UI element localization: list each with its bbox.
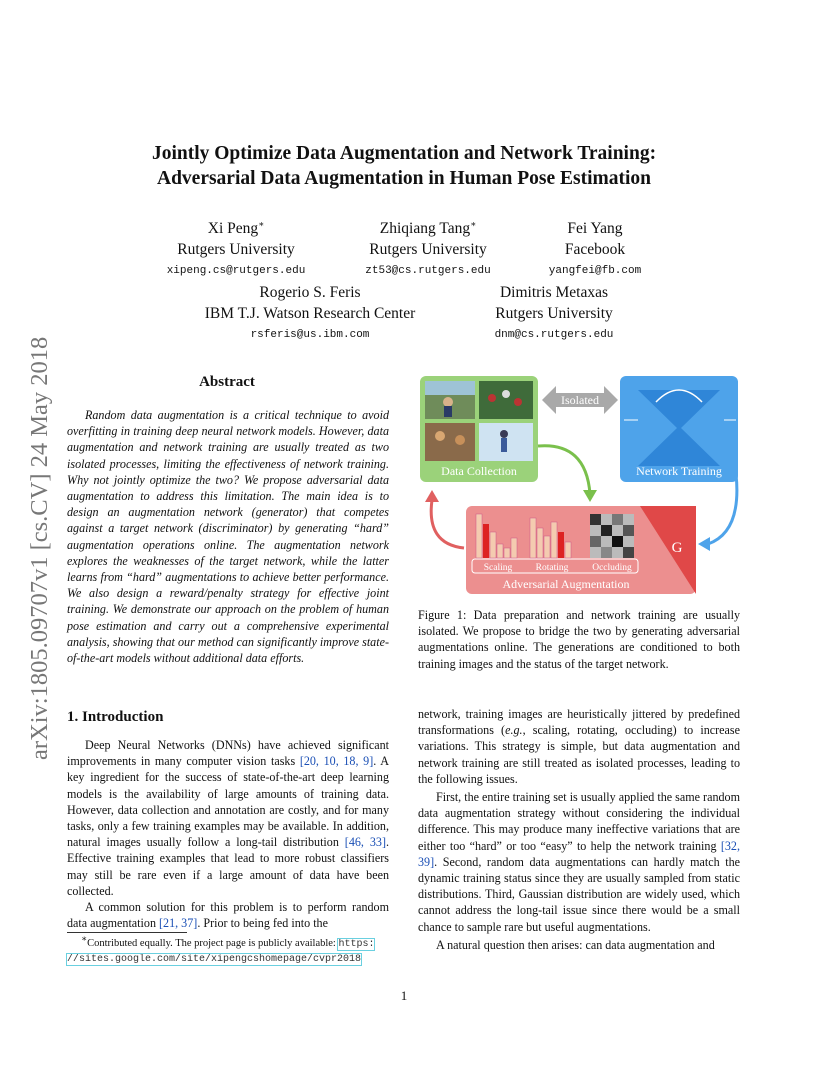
citation-link[interactable]: [20, 10, 18, 9] xyxy=(299,754,374,769)
generator-label: G xyxy=(671,540,683,556)
intro-paragraph-2 xyxy=(67,899,389,931)
author-name: Xi Peng xyxy=(207,220,259,237)
green-arrow xyxy=(538,446,590,494)
citation-link[interactable]: [46, 33] xyxy=(344,835,386,850)
author-affiliation: Rutgers University xyxy=(177,241,295,258)
isolated-label: Isolated xyxy=(561,393,599,407)
footnote-mark: ∗ xyxy=(81,933,88,944)
scaling-label: Scaling xyxy=(483,563,513,573)
occluding-grid xyxy=(590,514,634,558)
text-run: e.g. xyxy=(505,723,523,738)
intro-paragraph-3 xyxy=(418,706,740,787)
intro-paragraph-1 xyxy=(67,737,389,899)
author-name: Rogerio S. Feris xyxy=(259,284,361,301)
green-arrow-head xyxy=(583,490,597,502)
author-email[interactable]: zt53@cs.rutgers.edu xyxy=(365,265,491,277)
citation-link[interactable]: [21, 37] xyxy=(159,916,198,931)
title-line-1: Jointly Optimize Data Augmentation and Network Training: xyxy=(151,143,657,164)
text-run: A common solution for this problem is to perform random data augmentation xyxy=(67,900,389,931)
occluding-label: Occluding xyxy=(592,563,632,573)
author-name: Dimitris Metaxas xyxy=(499,284,609,301)
author-affiliation: IBM T.J. Watson Research Center xyxy=(204,305,416,322)
project-page-link[interactable]: https: xyxy=(338,939,375,950)
page-number: 1 xyxy=(400,988,408,1003)
footnote xyxy=(67,933,389,967)
figure-1-diagram xyxy=(418,372,744,598)
adversarial-label: Adversarial Augmentation xyxy=(502,577,630,591)
abstract-heading: Abstract xyxy=(199,374,255,390)
red-arrow xyxy=(431,500,464,548)
blue-arrow xyxy=(708,474,737,544)
text-run: . Second, random data augmentations can hardly match the dynamic training status since they are usually sampled from static distributions. Third, Gaussian distribution are widely used, which cannot address the long-tail issue since there would be a small chance to sample rare but useful augmentations. xyxy=(418,854,740,934)
figure-1-caption: Figure 1: Data preparation and network training are usually isolated. We propose to bridge the two by generating adversarial augmentations online. The generations are conditioned to both training images and the status of the target network. xyxy=(418,608,740,671)
author-name: Fei Yang xyxy=(567,220,623,237)
author-name: Zhiqiang Tang xyxy=(379,220,471,237)
equal-contribution-mark: ∗ xyxy=(258,218,265,229)
intro-right-column xyxy=(418,706,740,953)
footnote-text: Contributed equally. The project page is publicly available: xyxy=(87,938,339,949)
project-page-link[interactable]: //sites.google.com/site/xipengcshomepage/cvpr2018 xyxy=(67,954,362,965)
network-training-label: Network Training xyxy=(636,464,722,478)
equal-contribution-mark: ∗ xyxy=(470,218,477,229)
text-run: . A key ingredient for the success of state-of-the-art deep learning models is the availability of large amounts of training data. However, data collection and annotation are costly, and for many tasks, only a few training examples may be available. In addition, natural images usually follow a long-tail distribution xyxy=(67,754,389,850)
text-run: , scaling, rotating, occluding) to increase variations. This strategy is simple, but data augmentation and network training are still treated as isolated processes, leading to the following issues. xyxy=(418,723,740,786)
paper-title xyxy=(0,141,808,191)
author-email[interactable]: dnm@cs.rutgers.edu xyxy=(494,329,614,341)
author-affiliation: Facebook xyxy=(564,241,626,258)
author-block-5 xyxy=(454,282,654,344)
red-arrow-head xyxy=(425,490,439,502)
title-line-2: Adversarial Data Augmentation in Human Pose Estimation xyxy=(156,168,651,189)
author-affiliation: Rutgers University xyxy=(369,241,487,258)
text-run: . Prior to being fed into the xyxy=(197,916,328,931)
author-email[interactable]: xipeng.cs@rutgers.edu xyxy=(166,265,306,277)
author-affiliation: Rutgers University xyxy=(495,305,613,322)
section-heading-introduction: 1. Introduction xyxy=(67,709,164,725)
author-block-1 xyxy=(136,218,336,280)
author-block-3 xyxy=(520,218,670,280)
intro-left-column xyxy=(67,737,389,931)
author-email[interactable]: yangfei@fb.com xyxy=(548,265,642,277)
blue-arrow-head xyxy=(698,537,710,551)
text-run: network, training images are heuristically jittered by predefined transformations ( xyxy=(418,707,740,738)
intro-paragraph-5: A natural question then arises: can data augmentation and xyxy=(436,937,715,952)
text-run: First, the entire training set is usually applied the same random data augmentation strategy without considering the individual difference. This may produce many ineffective variations that are either too “hard” or too “easy” to help the network training xyxy=(418,790,740,853)
text-run: . Effective training examples that lead to more robust classifiers may still be rare even if a large amount of data have been collected. xyxy=(67,835,389,898)
author-email[interactable]: rsferis@us.ibm.com xyxy=(250,329,370,341)
data-collection-label: Data Collection xyxy=(441,464,517,478)
author-block-4 xyxy=(190,282,430,344)
intro-paragraph-4 xyxy=(418,789,740,935)
author-block-2 xyxy=(328,218,528,280)
abstract-text: Random data augmentation is a critical technique to avoid overfitting in training deep neural network models. However, data augmentation and network training are usually treated as two isolated processes, limiting the effectiveness of network training. Why not jointly optimize the two? We propose adversarial data augmentation to address this limitation. The main idea is to design an augmentation network (generator) that competes against a target network (discriminator) by generating “hard” augmentation operations online. The augmentation network explores the weaknesses of the target network, while the latter learns from “hard” augmentations to achieve better performance. We also design a reward/penalty strategy for effective joint training. We demonstrate our approach on the problem of human pose estimation and carry out a comprehensive experimental analysis, showing that our method can significantly improve state-of-the-art models without additional data efforts. xyxy=(67,408,389,666)
arxiv-stamp: arXiv:1805.09707v1 [cs.CV] 24 May 2018 xyxy=(26,336,53,760)
text-run: Deep Neural Networks (DNNs) have achieved significant improvements in many computer vision tasks xyxy=(67,738,389,769)
citation-link[interactable]: [32, 39] xyxy=(418,838,740,869)
rotating-label: Rotating xyxy=(535,563,569,573)
